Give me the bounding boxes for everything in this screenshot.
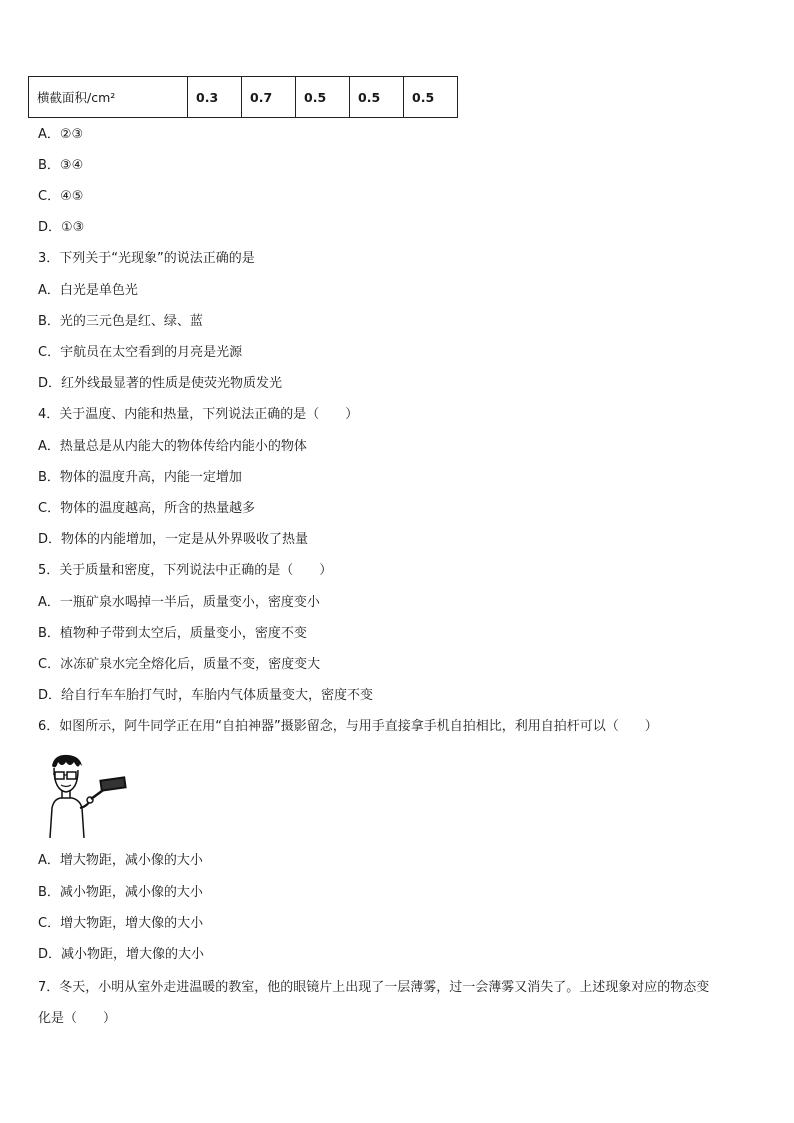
q4-stem: 4．关于温度、内能和热量，下列说法正确的是（ ） [38, 407, 359, 422]
q7-stem-line2: 化是（ ） [38, 1011, 117, 1026]
q3-option-d: D．红外线最显著的性质是使荧光物质发光 [38, 376, 283, 391]
q5-option-d: D．给自行车车胎打气时，车胎内气体质量变大，密度不变 [38, 688, 374, 703]
q6-option-c: C．增大物距，增大像的大小 [38, 916, 204, 931]
q5-option-a: A．一瓶矿泉水喝掉一半后，质量变小，密度变小 [38, 595, 320, 610]
q2-option-b: B．③④ [38, 158, 84, 173]
table-value-cell: 0.3 [188, 77, 242, 118]
q5-option-b: B．植物种子带到太空后，质量变小，密度不变 [38, 626, 307, 641]
q6-option-d: D．减小物距，增大像的大小 [38, 947, 205, 962]
q3-option-c: C．宇航员在太空看到的月亮是光源 [38, 345, 243, 360]
q4-option-a: A．热量总是从内能大的物体传给内能小的物体 [38, 439, 307, 454]
q6-option-b: B．减小物距，减小像的大小 [38, 885, 203, 900]
cross-section-table [28, 76, 458, 118]
q3-stem: 3．下列关于“光现象”的说法正确的是 [38, 251, 255, 266]
selfie-stick-illustration [44, 752, 134, 838]
q2-option-a: A．②③ [38, 127, 84, 142]
table-header-cell: 横截面积/cm² [29, 77, 188, 118]
q2-option-c: C．④⑤ [38, 189, 84, 204]
table-value-cell: 0.7 [242, 77, 296, 118]
table-value-cell: 0.5 [350, 77, 404, 118]
q4-option-c: C．物体的温度越高，所含的热量越多 [38, 501, 256, 516]
table-value-cell: 0.5 [296, 77, 350, 118]
q3-option-a: A．白光是单色光 [38, 283, 138, 298]
q7-stem-line1: 7．冬天，小明从室外走进温暖的教室，他的眼镜片上出现了一层薄雾，过一会薄雾又消失了。上述现象对应的物态变 [38, 980, 710, 995]
q6-stem: 6．如图所示，阿牛同学正在用“自拍神器”摄影留念，与用手直接拿手机自拍相比，利用自拍杆可以（ ） [38, 719, 658, 734]
q5-stem: 5．关于质量和密度，下列说法中正确的是（ ） [38, 563, 333, 578]
q6-option-a: A．增大物距，减小像的大小 [38, 853, 203, 868]
table-row [29, 77, 458, 118]
table-value-cell: 0.5 [404, 77, 458, 118]
q5-option-c: C．冰冻矿泉水完全熔化后，质量不变，密度变大 [38, 657, 321, 672]
q2-option-d: D．①③ [38, 220, 85, 235]
q4-option-b: B．物体的温度升高，内能一定增加 [38, 470, 242, 485]
q4-option-d: D．物体的内能增加，一定是从外界吸收了热量 [38, 532, 309, 547]
q3-option-b: B．光的三元色是红、绿、蓝 [38, 314, 203, 329]
